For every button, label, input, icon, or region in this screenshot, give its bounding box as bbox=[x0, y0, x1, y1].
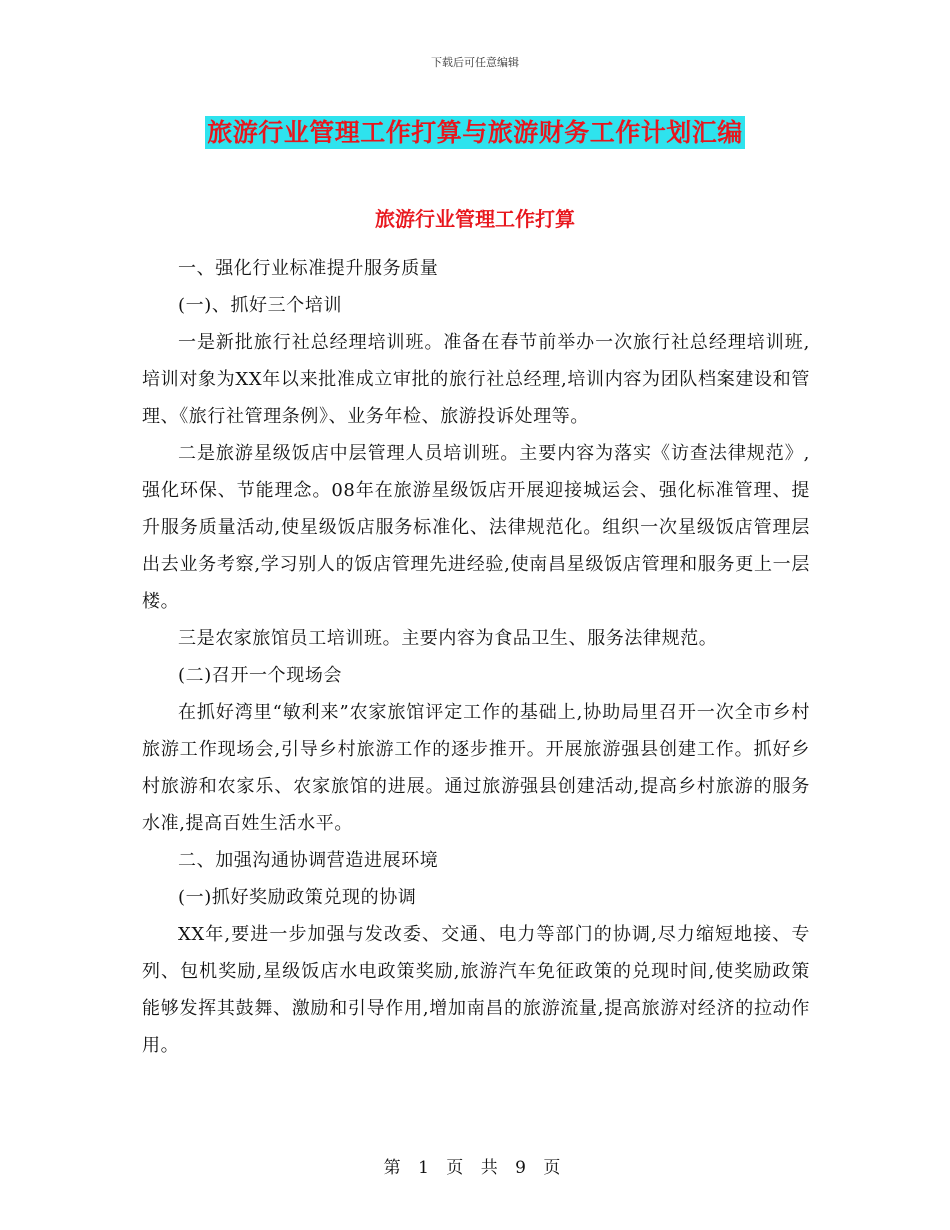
section-title: 旅游行业管理工作打算 bbox=[375, 207, 575, 231]
subheading-2: (二)召开一个现场会 bbox=[178, 665, 343, 686]
document-body bbox=[142, 250, 810, 1064]
heading-2: 二、加强沟通协调营造进展环境 bbox=[178, 850, 439, 871]
page-footer: 第 1 页 共 9 页 bbox=[383, 1158, 567, 1178]
heading-1: 一、强化行业标准提升服务质量 bbox=[178, 258, 439, 279]
paragraph: 三是农家旅馆员工培训班。主要内容为食品卫生、服务法律规范。 bbox=[178, 628, 718, 649]
paragraph: 在抓好湾里“敏利来”农家旅馆评定工作的基础上,协助局里召开一次全市乡村旅游工作现场会,引导乡村旅游工作的逐步推开。开展旅游强县创建工作。抓好乡村旅游和农家乐、农家旅馆的进展。通过旅游强县创建活动,提高乡村旅游的服务水准,提高百姓生活水平。 bbox=[142, 702, 810, 834]
subheading-3: (一)抓好奖励政策兑现的协调 bbox=[178, 887, 417, 908]
subheading-1: (一)、抓好三个培训 bbox=[178, 295, 343, 316]
document-title-text: 旅游行业管理工作打算与旅游财务工作计划汇编 bbox=[207, 118, 743, 147]
document-title bbox=[0, 113, 950, 149]
paragraph: 一是新批旅行社总经理培训班。准备在春节前举办一次旅行社总经理培训班,培训对象为XX年以来批准成立审批的旅行社总经理,培训内容为团队档案建设和管理、《旅行社管理条例》、业务年检、旅游投诉处理等。 bbox=[142, 332, 810, 427]
paragraph: XX年,要进一步加强与发改委、交通、电力等部门的协调,尽力缩短地接、专列、包机奖励,星级饭店水电政策奖励,旅游汽车免征政策的兑现时间,使奖励政策能够发挥其鼓舞、激励和引导作用,增加南昌的旅游流量,提高旅游对经济的拉动作用。 bbox=[142, 924, 810, 1056]
header-note: 下载后可任意编辑 bbox=[431, 56, 519, 69]
paragraph: 二是旅游星级饭店中层管理人员培训班。主要内容为落实《访查法律规范》,强化环保、节能理念。08年在旅游星级饭店开展迎接城运会、强化标准管理、提升服务质量活动,使星级饭店服务标准化、法律规范化。组织一次星级饭店管理层出去业务考察,学习别人的饭店管理先进经验,使南昌星级饭店管理和服务更上一层楼。 bbox=[142, 443, 810, 612]
